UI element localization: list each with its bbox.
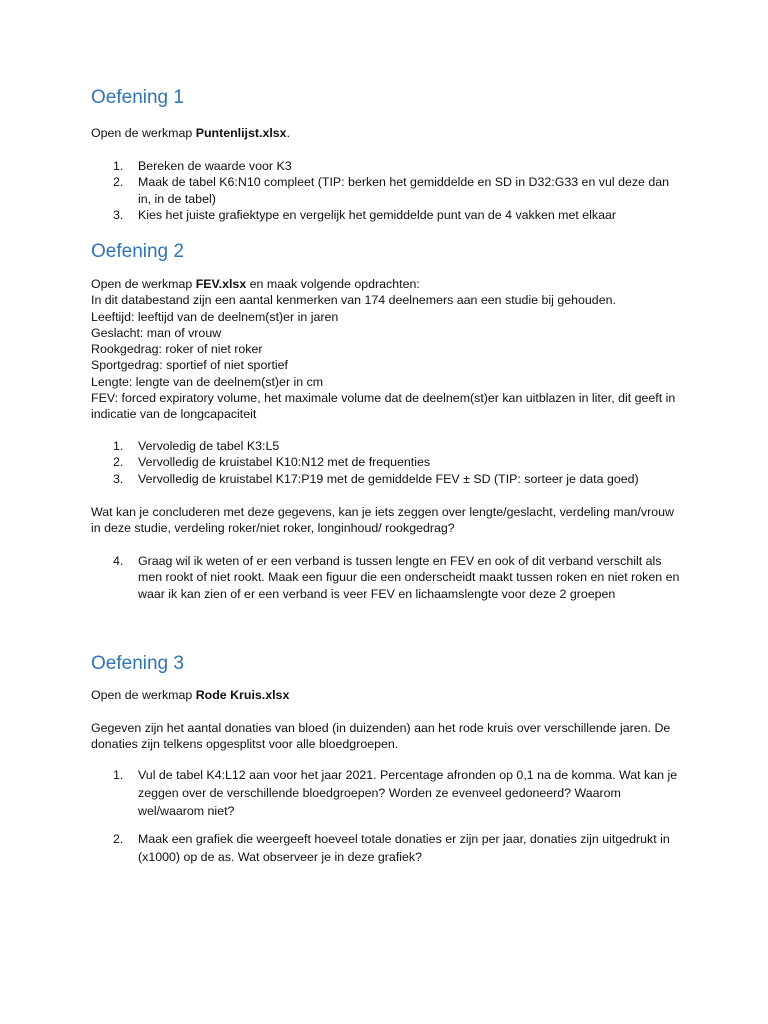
exercise-2-intro bbox=[91, 276, 681, 423]
exercise-3-intro bbox=[91, 687, 681, 703]
list-number: 4. bbox=[113, 554, 124, 568]
intro-line bbox=[91, 276, 681, 292]
list-item bbox=[91, 830, 681, 866]
list-item bbox=[91, 766, 681, 820]
list-text: Graag wil ik weten of er een verband is tussen lengte en FEV en ook of dit verband verschilt als men rookt of niet rookt. Maak een figuur die een onderscheidt maakt tussen roken en niet roken en waar ik kan zien of er een verband is veer FEV en lichaamslengte voor deze 2 groepen bbox=[138, 554, 680, 601]
variable-line: Leeftijd: leeftijd van de deelnem(st)er in jaren bbox=[91, 309, 339, 324]
dataset-description: In dit databestand zijn een aantal kenmerken van 174 deelnemers aan een studie bij gehouden. bbox=[91, 293, 616, 308]
list-item bbox=[91, 158, 681, 174]
list-item bbox=[91, 454, 681, 470]
workbook-filename: Puntenlijst.xlsx bbox=[195, 126, 287, 140]
exercise-3-description: Gegeven zijn het aantal donaties van bloed (in duizenden) aan het rode kruis over verschillende jaren. De donaties zijn telkens opgesplitst voor alle bloedgroepen. bbox=[91, 721, 671, 752]
exercise-2-title: Oefening 2 bbox=[91, 241, 184, 262]
intro-suffix: en maak volgende opdrachten: bbox=[246, 277, 420, 291]
exercise-1-list bbox=[91, 158, 681, 223]
list-item bbox=[91, 553, 681, 602]
list-text: Bereken de waarde voor K3 bbox=[138, 159, 292, 173]
list-item bbox=[91, 174, 681, 207]
list-number: 2. bbox=[113, 832, 124, 846]
list-number: 3. bbox=[113, 471, 124, 486]
variable-line: Lengte: lengte van de deelnem(st)er in cm bbox=[91, 374, 324, 389]
list-text: Vul de tabel K4:L12 aan voor het jaar 2021. Percentage afronden op 0,1 na de komma. Wat kan je zeggen over de verschillende bloedgroepen? Worden ze evenveel gedoneerd? Waarom wel/waarom niet? bbox=[138, 768, 678, 818]
exercise-2-list bbox=[91, 438, 681, 487]
list-text: Kies het juiste grafiektype en vergelijk het gemiddelde punt van de 4 vakken met elkaar bbox=[138, 207, 617, 222]
variable-line: Sportgedrag: sportief of niet sportief bbox=[91, 358, 288, 373]
workbook-filename: Rode Kruis.xlsx bbox=[195, 688, 290, 702]
list-text: Vervolledig de kruistabel K17:P19 met de gemiddelde FEV ± SD (TIP: sorteer je data goed) bbox=[138, 471, 639, 486]
list-item bbox=[91, 438, 681, 454]
list-text: Vervoledig de tabel K3:L5 bbox=[138, 439, 280, 453]
list-number: 2. bbox=[113, 455, 124, 470]
list-number: 1. bbox=[113, 439, 124, 453]
intro-text: Open de werkmap bbox=[91, 126, 196, 140]
list-text: Maak een grafiek die weergeeft hoeveel totale donaties er zijn per jaar, donaties zijn uitgedrukt in (x1000) op de as. Wat observeer je in deze grafiek? bbox=[138, 832, 670, 864]
intro-suffix: . bbox=[286, 126, 291, 140]
intro-text: Open de werkmap bbox=[91, 688, 196, 702]
exercise-2-question: Wat kan je concluderen met deze gegevens, kan je iets zeggen over lengte/geslacht, verdeling man/vrouw in deze studie, verdeling roker/niet roker, longinhoud/ rookgedrag? bbox=[91, 505, 674, 536]
exercise-2-list-continued bbox=[91, 553, 681, 602]
list-number: 2. bbox=[113, 175, 124, 190]
variable-line: FEV: forced expiratory volume, het maximale volume dat de deelnem(st)er kan uitblazen in liter, dit geeft in indicatie van de longcapaciteit bbox=[91, 391, 676, 422]
variable-line: Geslacht: man of vrouw bbox=[91, 325, 222, 340]
list-number: 3. bbox=[113, 207, 124, 222]
list-text: Maak de tabel K6:N10 compleet (TIP: berken het gemiddelde en SD in D32:G33 en vul deze dan in, in de tabel) bbox=[138, 175, 670, 206]
list-item bbox=[91, 207, 681, 223]
workbook-filename: FEV.xlsx bbox=[195, 277, 247, 291]
list-text: Vervolledig de kruistabel K10:N12 met de frequenties bbox=[138, 455, 431, 470]
list-item bbox=[91, 471, 681, 487]
exercise-3-list bbox=[91, 766, 681, 866]
exercise-1-title: Oefening 1 bbox=[91, 87, 184, 108]
exercise-1-intro bbox=[91, 125, 681, 141]
variable-line: Rookgedrag: roker of niet roker bbox=[91, 342, 263, 357]
list-number: 1. bbox=[113, 768, 124, 782]
list-number: 1. bbox=[113, 159, 124, 173]
intro-text: Open de werkmap bbox=[91, 277, 196, 291]
exercise-3-title: Oefening 3 bbox=[91, 653, 184, 674]
